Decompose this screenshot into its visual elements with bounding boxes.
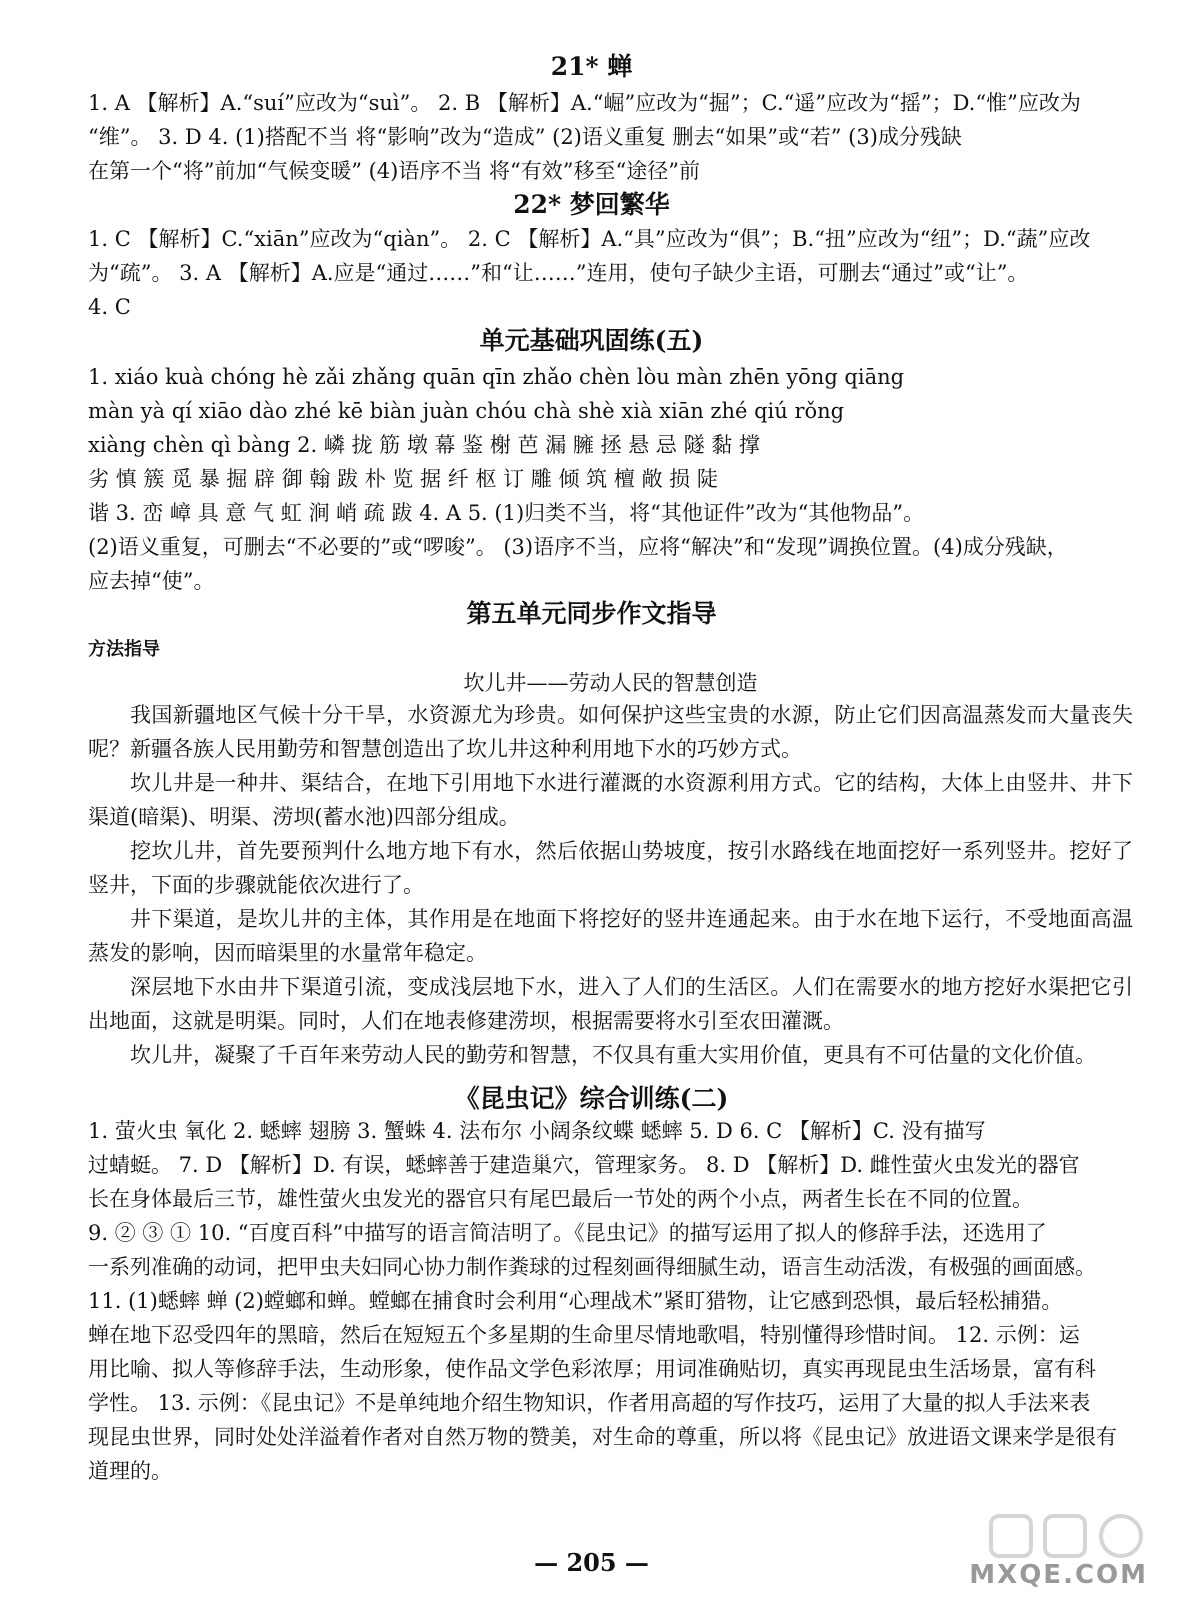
insects-training-title: 《昆虫记》综合训练(二) <box>454 1084 729 1113</box>
section-22-answers <box>88 222 1133 324</box>
answer-line: 现昆虫世界，同时处处洋溢着作者对自然万物的赞美，对生命的尊重，所以将《昆虫记》放进语文课来学是很有 <box>88 1425 1117 1449</box>
answer-line: 4. C <box>88 295 131 319</box>
answer-line: (2)语义重复，可删去“不必要的”或“啰唆”。 (3)语序不当，应将“解决”和“发现”调换位置。(4)成分残缺， <box>88 535 1068 559</box>
unit-5-title: 单元基础巩固练(五) <box>479 326 704 355</box>
answer-line: 11. (1)蟋蟀 蝉 (2)螳螂和蝉。螳螂在捕食时会利用“心理战术”紧盯猎物，让它感到恐惧，最后轻松捕猎。 <box>88 1289 1063 1313</box>
method-label: 方法指导 <box>88 639 160 660</box>
answer-line: 蝉在地下忍受四年的黑暗，然后在短短五个多星期的生命里尽情地歌唱，特别懂得珍惜时间。 12. 示例：运 <box>88 1323 1080 1347</box>
section-21-title: 21* 蝉 <box>550 52 633 81</box>
writing-guide-title: 第五单元同步作文指导 <box>466 599 717 628</box>
answer-line: 1. xiáo kuà chóng hè zǎi zhǎng quān qīn zhǎo chèn lòu màn zhēn yōng qiāng <box>88 365 905 389</box>
answer-line: 道理的。 <box>88 1459 172 1483</box>
answer-line: 应去掉“使”。 <box>88 569 215 593</box>
essay-subtitle: 坎儿井——劳动人民的智慧创造 <box>463 671 758 695</box>
essay-paragraph: 深层地下水由井下渠道引流，变成浅层地下水，进入了人们的生活区。人们在需要水的地方挖好水渠把它引出地面，这就是明渠。同时，人们在地表修建涝坝，根据需要将水引至农田灌溉。 <box>88 975 1133 1033</box>
writing-guide <box>88 636 1133 1072</box>
answer-line: 谐 3. 峦 嶂 具 意 气 虹 涧 峭 疏 跋 4. A 5. (1)归类不当，将“其他证件”改为“其他物品”。 <box>88 501 925 525</box>
section-21-answers <box>88 86 1133 188</box>
page-number: — 205 — <box>534 1548 649 1577</box>
answer-line: 过蜻蜓。 7. D 【解析】D. 有误，蟋蟀善于建造巢穴，管理家务。 8. D 【解析】D. 雌性萤火虫发光的器官 <box>88 1153 1080 1177</box>
insects-training-answers <box>88 1114 1133 1488</box>
answer-line: 1. A 【解析】A.“suí”应改为“suì”。 2. B 【解析】A.“崛”应改为“掘”；C.“遥”应改为“摇”；D.“惟”应改为 <box>88 91 1081 115</box>
essay-paragraph: 坎儿井是一种井、渠结合，在地下引用地下水进行灌溉的水资源利用方式。它的结构，大体上由竖井、井下渠道(暗渠)、明渠、涝坝(蓄水池)四部分组成。 <box>88 771 1133 829</box>
answer-line: 学性。 13. 示例：《昆虫记》不是单纯地介绍生物知识，作者用高超的写作技巧，运用了大量的拟人手法来表 <box>88 1391 1091 1415</box>
essay-paragraph: 坎儿井，凝聚了千百年来劳动人民的勤劳和智慧，不仅具有重大实用价值，更具有不可估量的文化价值。 <box>130 1043 1096 1067</box>
section-22-title: 22* 梦回繁华 <box>513 190 670 219</box>
answer-line: 在第一个“将”前加“气候变暖” (4)语序不当 将“有效”移至“途径”前 <box>88 159 700 183</box>
answer-line: 9. ② ③ ① 10. “百度百科”中描写的语言简洁明了。《昆虫记》的描写运用了拟人的修辞手法，还选用了 <box>88 1221 1047 1245</box>
answer-line: 1. 萤火虫 氧化 2. 蟋蟀 翅膀 3. 蟹蛛 4. 法布尔 小阔条纹蝶 蟋蟀 5. D 6. C 【解析】C. 没有描写 <box>88 1119 986 1143</box>
answer-line: màn yà qí xiāo dào zhé kē biàn juàn chóu chà shè xià xiān zhé qiú rǒng <box>88 399 845 423</box>
answer-line: “维”。 3. D 4. (1)搭配不当 将“影响”改为“造成” (2)语义重复 删去“如果”或“若” (3)成分残缺 <box>88 125 962 149</box>
answer-line: 1. C 【解析】C.“xiān”应改为“qiàn”。 2. C 【解析】A.“具”应改为“俱”；B.“扭”应改为“纽”；D.“蔬”应改 <box>88 227 1091 251</box>
essay-paragraph: 我国新疆地区气候十分干旱，水资源尤为珍贵。如何保护这些宝贵的水源，防止它们因高温蒸发而大量丧失呢？新疆各族人民用勤劳和智慧创造出了坎儿井这种利用地下水的巧妙方式。 <box>88 703 1133 761</box>
unit-5-answers <box>88 360 1133 598</box>
answer-line: 长在身体最后三节，雄性萤火虫发光的器官只有尾巴最后一节处的两个小点，两者生长在不同的位置。 <box>88 1187 1033 1211</box>
answer-line: 用比喻、拟人等修辞手法，生动形象，使作品文学色彩浓厚；用词准确贴切，真实再现昆虫生活场景，富有科 <box>88 1357 1096 1381</box>
essay-paragraph: 挖坎儿井，首先要预判什么地方地下有水，然后依据山势坡度，按引水路线在地面挖好一系列竖井。挖好了竖井，下面的步骤就能依次进行了。 <box>88 839 1133 897</box>
watermark-text: MXQE.COM <box>969 1560 1148 1590</box>
answer-line: 劣 慎 簇 觅 暴 掘 辟 御 翰 跋 朴 览 据 纤 枢 订 雕 倾 筑 檀 敞 损 陡 <box>88 467 718 491</box>
essay-paragraph: 井下渠道，是坎儿井的主体，其作用是在地面下将挖好的竖井连通起来。由于水在地下运行，不受地面高温蒸发的影响，因而暗渠里的水量常年稳定。 <box>88 907 1133 965</box>
answer-line: 为“疏”。 3. A 【解析】A.应是“通过……”和“让……”连用，使句子缺少主语，可删去“通过”或“让”。 <box>88 261 1029 285</box>
answer-line: 一系列准确的动词，把甲虫夫妇同心协力制作粪球的过程刻画得细腻生动，语言生动活泼，有极强的画面感。 <box>88 1255 1096 1279</box>
answer-line: xiàng chèn qì bàng 2. 嶙 拢 筋 墩 幕 鉴 榭 芭 漏 臃 拯 悬 忌 隧 黏 撑 <box>88 433 760 457</box>
